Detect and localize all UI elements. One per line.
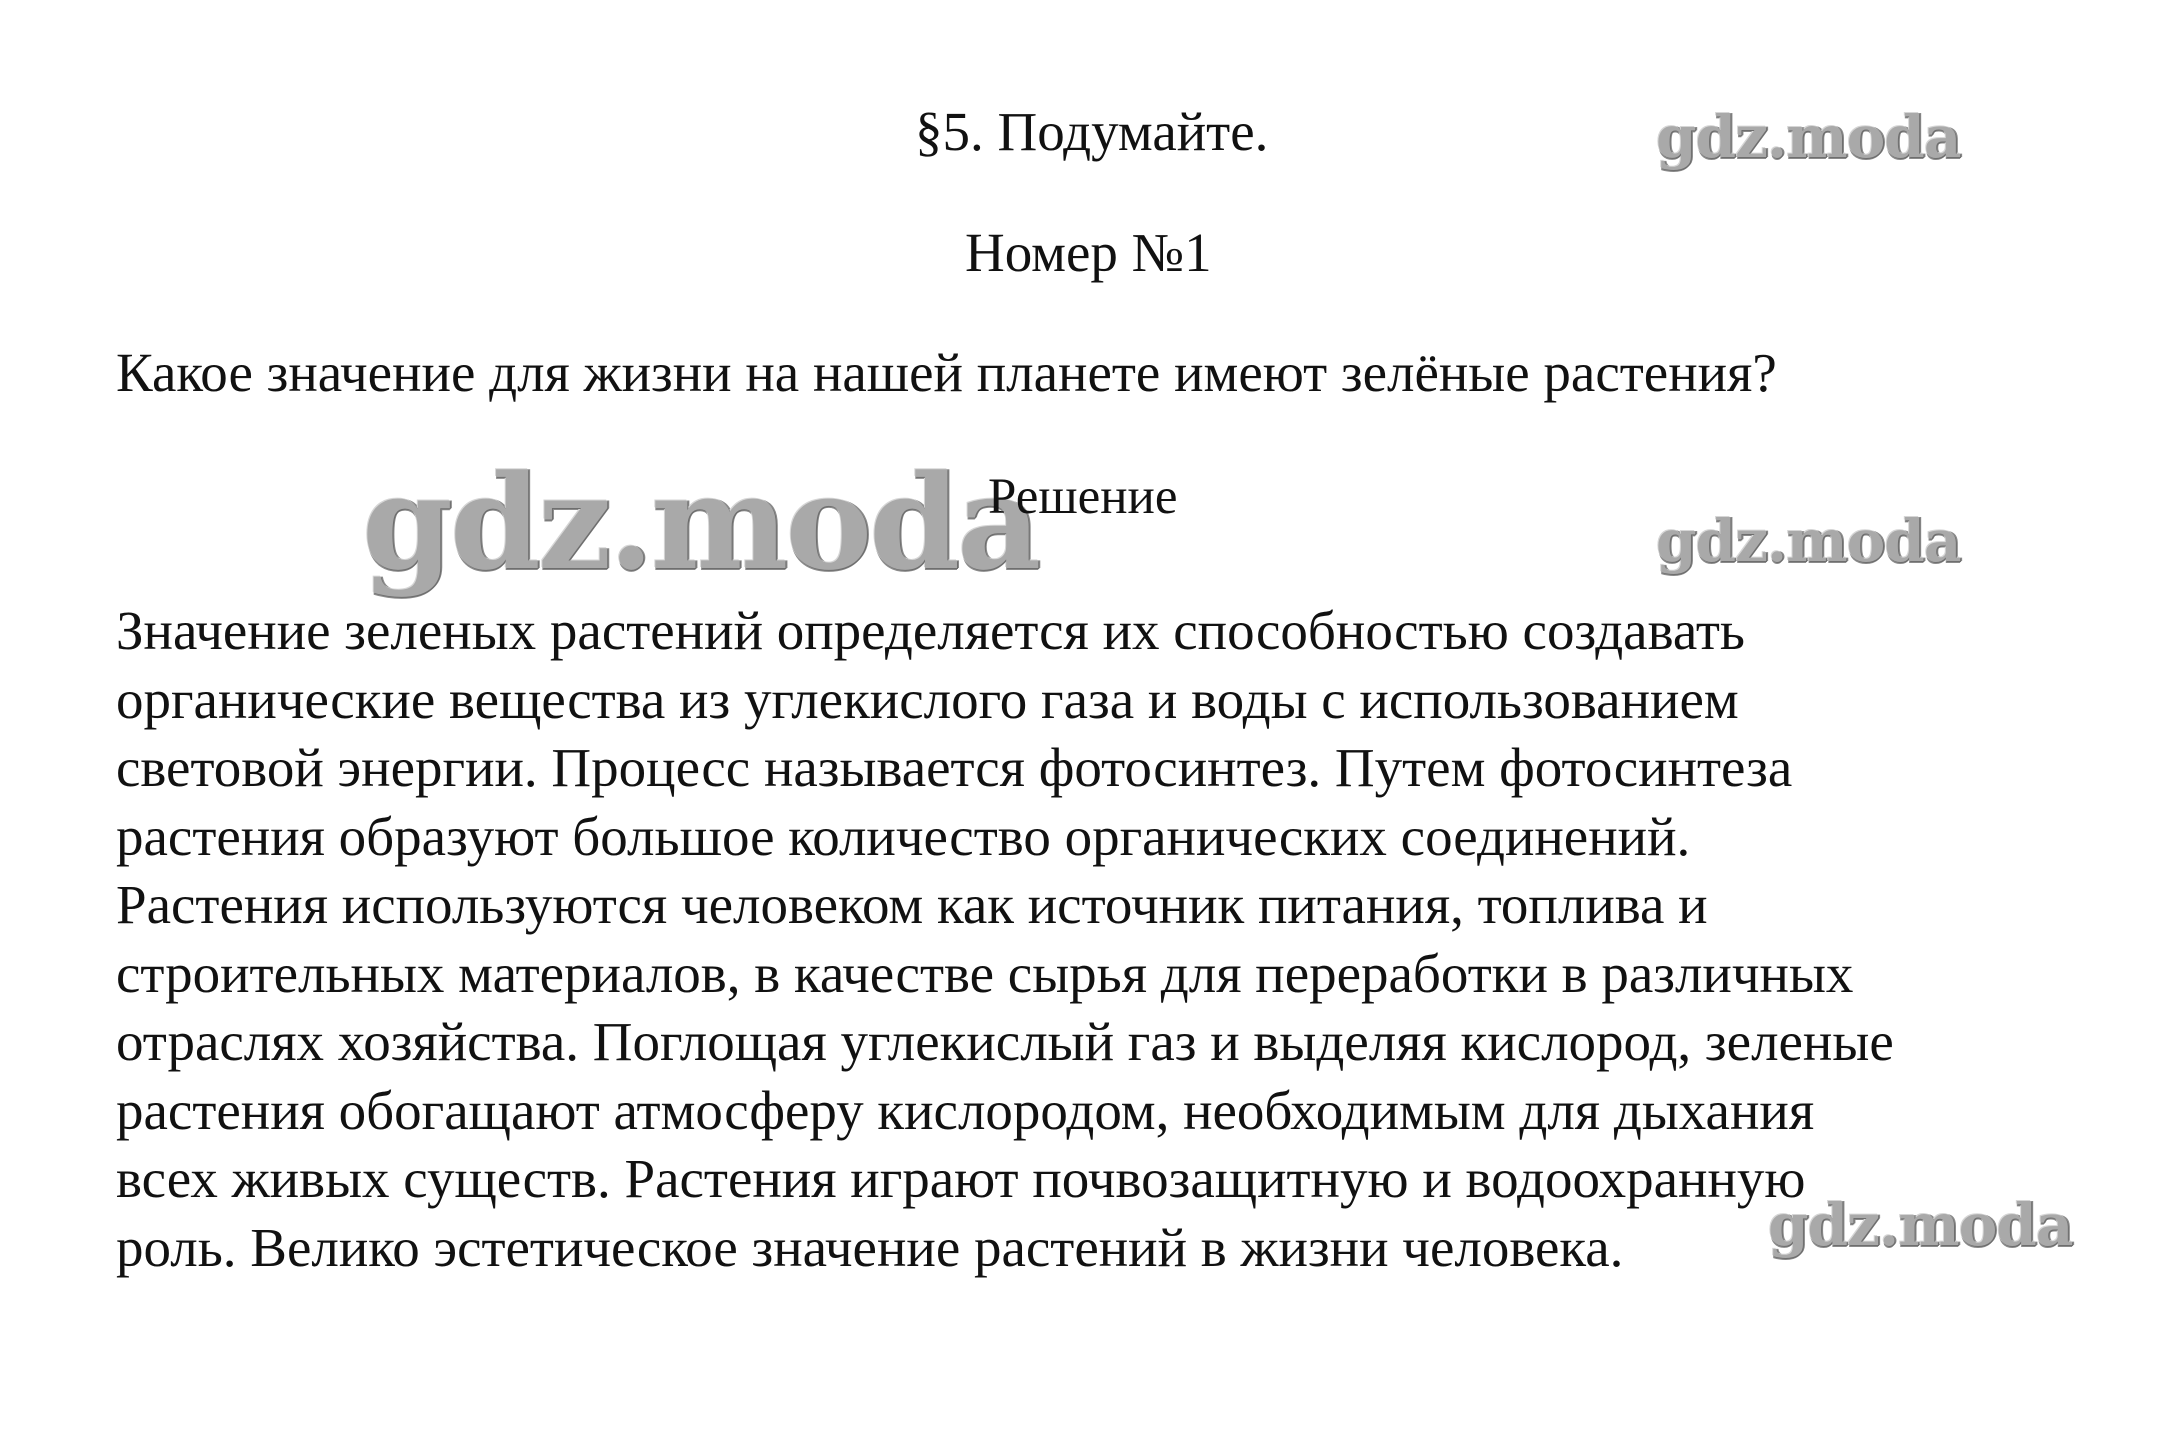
watermark-logo: gdz.moda <box>1656 507 1961 575</box>
answer-line: отраслях хозяйства. Поглощая углекислый газ и выделяя кислород, зеленые <box>116 1011 1894 1072</box>
answer-line: роль. Велико эстетическое значение растений в жизни человека. <box>116 1216 1624 1278</box>
watermark-logo-large: gdz.moda <box>362 446 1039 599</box>
watermark-logo: gdz.moda <box>1656 103 1961 171</box>
answer-line: растения обогащают атмосферу кислородом, необходимым для дыхания <box>116 1079 1815 1141</box>
answer-line: строительных материалов, в качестве сырья для переработки в различных <box>116 942 1854 1004</box>
section-title: §5. Подумайте. <box>915 101 1269 162</box>
question-text: Какое значение для жизни на нашей планете имеют зелёные растения? <box>116 342 1777 403</box>
answer-line: Растения используются человеком как источник питания, топлива и <box>116 874 1708 935</box>
answer-text <box>116 597 2116 1282</box>
answer-line: световой энергии. Процесс называется фотосинтез. Путем фотосинтеза <box>116 737 1793 798</box>
task-number: Номер №1 <box>965 222 1212 283</box>
solution-label: Решение <box>988 469 1178 525</box>
answer-line: всех живых существ. Растения играют почвозащитную и водоохранную <box>116 1148 1806 1209</box>
watermark-logo: gdz.moda <box>1768 1191 2073 1259</box>
answer-line: растения образуют большое количество органических соединений. <box>116 805 1691 867</box>
answer-line: органические вещества из углекислого газа и воды с использованием <box>116 668 1739 730</box>
answer-line: Значение зеленых растений определяется их способностью создавать <box>116 600 1745 661</box>
